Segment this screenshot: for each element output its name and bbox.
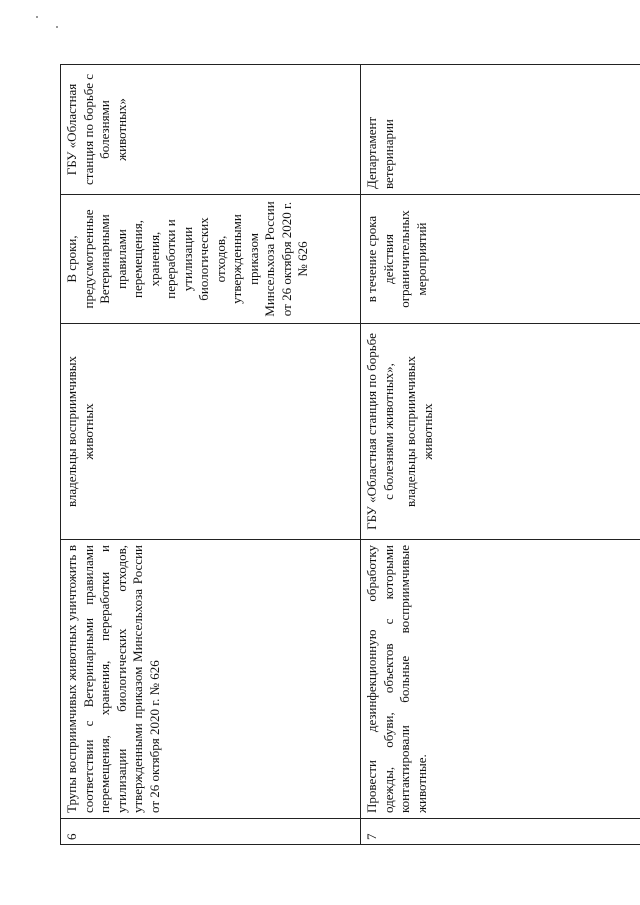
table-row: [361, 65, 640, 845]
rotated-page: [60, 65, 640, 845]
table-row: [61, 65, 361, 845]
scan-speck: [36, 16, 38, 18]
executors-cell: [61, 324, 361, 540]
measures-table: [60, 64, 640, 845]
executors-extra-text: владельцы восприимчивых животных: [403, 355, 435, 508]
scan-speck: [56, 26, 58, 28]
responsible-cell: ГБУ «Областная станция по борьбе с болезнями животных»: [61, 65, 361, 195]
measure-cell: Трупы восприимчивых животных уничтожить в соответствии с Ветеринарными правилами перемещения, хранения, переработки и утилизации биологических отходов, утвержденными приказом Минсельхоза России от 26 октября 2020 г. № 626: [61, 540, 361, 819]
responsible-cell: Департамент ветеринарии: [361, 65, 640, 195]
executors-text: ГБУ «Областная станция по борьбе с болезнями животных»,: [364, 333, 396, 530]
deadline-cell: в течение срока действия ограничительных мероприятий: [361, 195, 640, 324]
deadline-cell: В сроки, предусмотренные Ветеринарными правилами перемещения, хранения, переработки и утилизации биологических отходов, утвержденными приказом Минсельхоза России от 26 октября 2020 г. № 626: [61, 195, 361, 324]
row-number: 7: [361, 819, 640, 845]
executors-text: владельцы восприимчивых животных: [64, 355, 96, 508]
row-number: 6: [61, 819, 361, 845]
executors-cell: [361, 324, 640, 540]
measure-cell: Провести дезинфекционную обработку одежды, обуви, объектов с которыми контактировали больные восприимчивые животные.: [361, 540, 640, 819]
